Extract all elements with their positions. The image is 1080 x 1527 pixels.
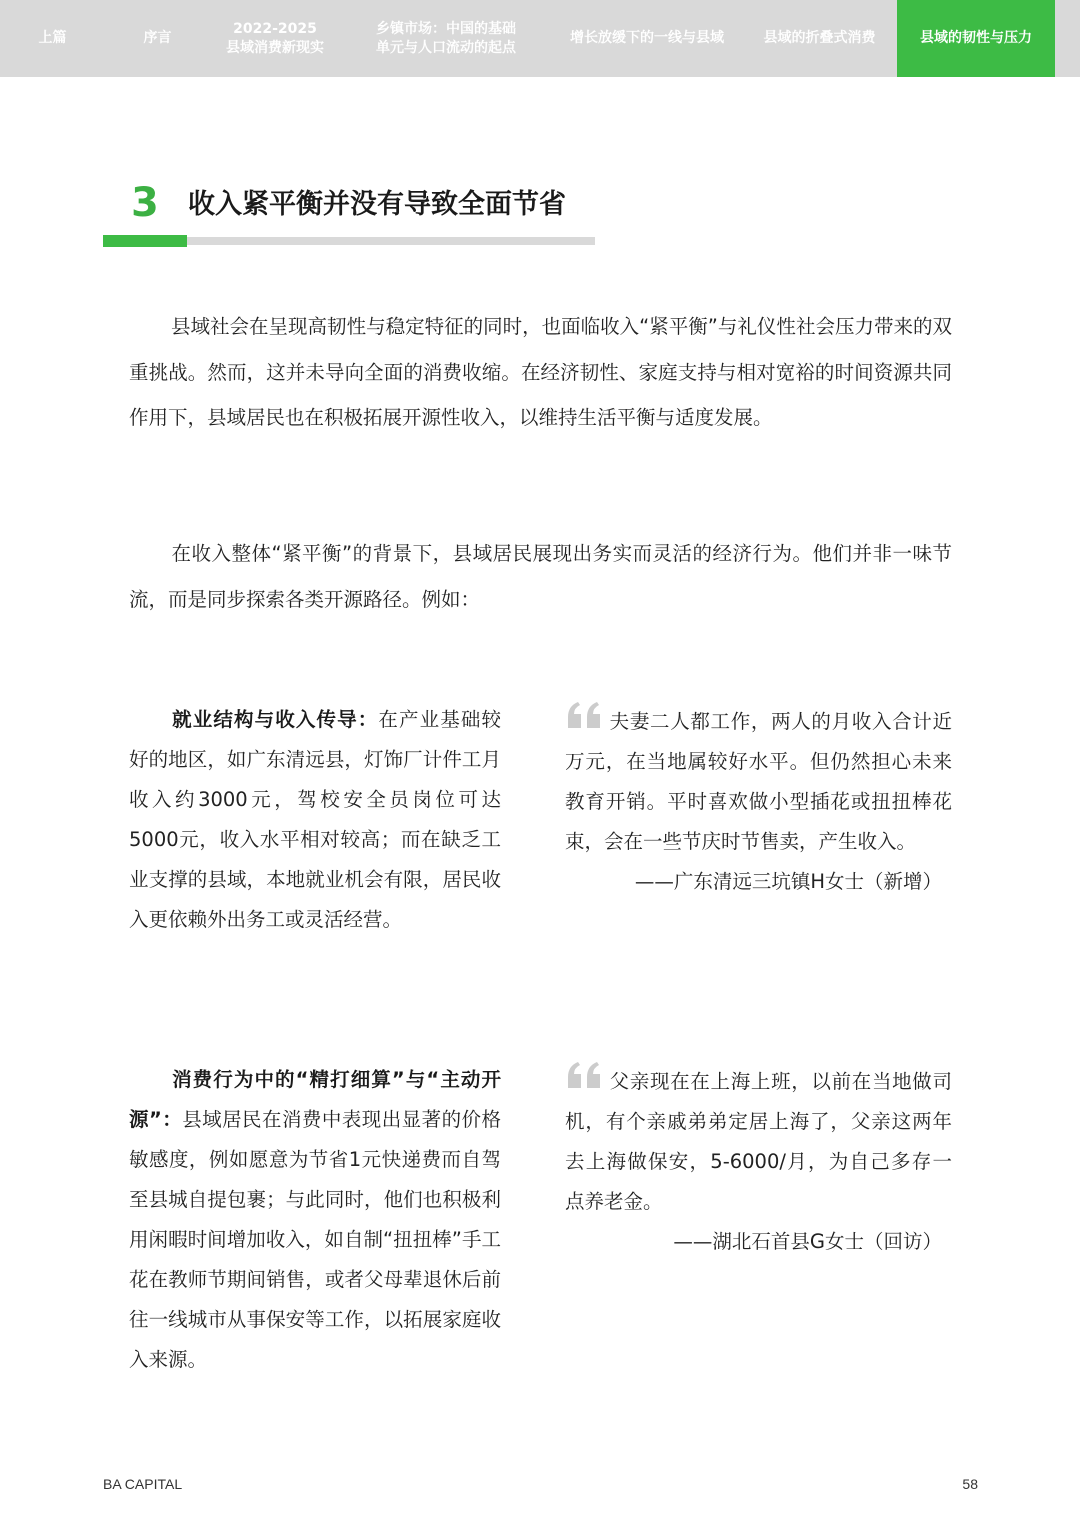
intro-paragraph bbox=[129, 531, 952, 622]
consumption-behavior-block bbox=[129, 1060, 501, 1380]
section-underline-accent bbox=[103, 235, 187, 247]
nav-tab-label-line2: 单元与人口流动的起点 bbox=[376, 39, 516, 56]
footer-brand: BA CAPITAL bbox=[103, 1476, 183, 1492]
nav-tab-label-line2: 县域消费新现实 bbox=[226, 39, 324, 56]
quote-text: 父亲现在在上海上班，以前在当地做司机，有个亲戚弟弟定居上海了，父亲这两年去上海做保安，5-6000/月，为自己多存一点养老金。 bbox=[565, 1070, 952, 1213]
section-title: 收入紧平衡并没有导致全面节省 bbox=[188, 189, 566, 220]
employment-structure-block bbox=[129, 700, 501, 940]
paragraph-text: 在收入整体“紧平衡”的背景下，县域居民展现出务实而灵活的经济行为。他们并非一味节流，而是同步探索各类开源路径。例如： bbox=[129, 542, 952, 611]
nav-tab-resilience-pressure[interactable] bbox=[897, 0, 1055, 77]
top-navigation bbox=[0, 0, 1080, 77]
quote-source: ——湖北石首县G女士（回访） bbox=[673, 1230, 942, 1253]
nav-tab-label-line1: 2022-2025 bbox=[233, 20, 317, 37]
section-number: 3 bbox=[131, 180, 159, 226]
nav-tab-label: 上篇 bbox=[38, 30, 67, 46]
nav-tab-label: 增长放缓下的一线与县域 bbox=[570, 30, 724, 46]
quote-text: 夫妻二人都工作，两人的月收入合计近万元，在当地属较好水平。但仍然担心未来教育开销。平时喜欢做小型插花或扭扭棒花束，会在一些节庆时节售卖，产生收入。 bbox=[565, 710, 952, 853]
nav-tab-label: 县域的韧性与压力 bbox=[920, 30, 1032, 46]
nav-tab-preface[interactable] bbox=[105, 0, 210, 77]
nav-tab-label-line1: 乡镇市场：中国的基础 bbox=[376, 20, 516, 37]
page-number: 58 bbox=[962, 1476, 978, 1492]
interview-quote bbox=[565, 1060, 952, 1262]
nav-tab-growth-slowdown[interactable] bbox=[552, 0, 742, 77]
nav-tab-label: 序言 bbox=[143, 30, 172, 46]
quote-source: ——广东清远三坑镇H女士（新增） bbox=[634, 870, 942, 893]
interview-quote bbox=[565, 700, 952, 902]
quote-mark-icon bbox=[565, 1060, 605, 1090]
paragraph-text: 县域社会在呈现高韧性与稳定特征的同时，也面临收入“紧平衡”与礼仪性社会压力带来的双重挑战。然而，这并未导向全面的消费收缩。在经济韧性、家庭支持与相对宽裕的时间资源共同作用下，县域居民也在积极拓展开源性收入，以维持生活平衡与适度发展。 bbox=[129, 315, 952, 429]
nav-tab-township-market[interactable] bbox=[340, 0, 552, 77]
block-body: 县域居民在消费中表现出显著的价格敏感度，例如愿意为节省1元快递费而自驾至县城自提包裹；与此同时，他们也积极利用闲暇时间增加收入，如自制“扭扭棒”手工花在教师节期间销售，或者父母辈退休后前往一线城市从事保安等工作，以拓展家庭收入来源。 bbox=[129, 1108, 501, 1371]
block-heading: 消费行为中的“精打细算”与“主动开源”： bbox=[129, 1068, 501, 1131]
quote-mark-icon bbox=[565, 700, 605, 730]
intro-paragraph bbox=[129, 304, 952, 441]
block-body: 在产业基础较好的地区，如广东清远县，灯饰厂计件工月收入约3000元，驾校安全员岗位可达5000元，收入水平相对较高；而在缺乏工业支撑的县域，本地就业机会有限，居民收入更依赖外出务工或灵活经营。 bbox=[129, 708, 501, 931]
nav-tab-part-one[interactable] bbox=[0, 0, 105, 77]
nav-tab-label: 县域的折叠式消费 bbox=[763, 30, 876, 46]
nav-tab-folded-consumption[interactable] bbox=[742, 0, 897, 77]
nav-tab-county-reality[interactable] bbox=[210, 0, 340, 77]
block-heading: 就业结构与收入传导： bbox=[171, 708, 379, 731]
